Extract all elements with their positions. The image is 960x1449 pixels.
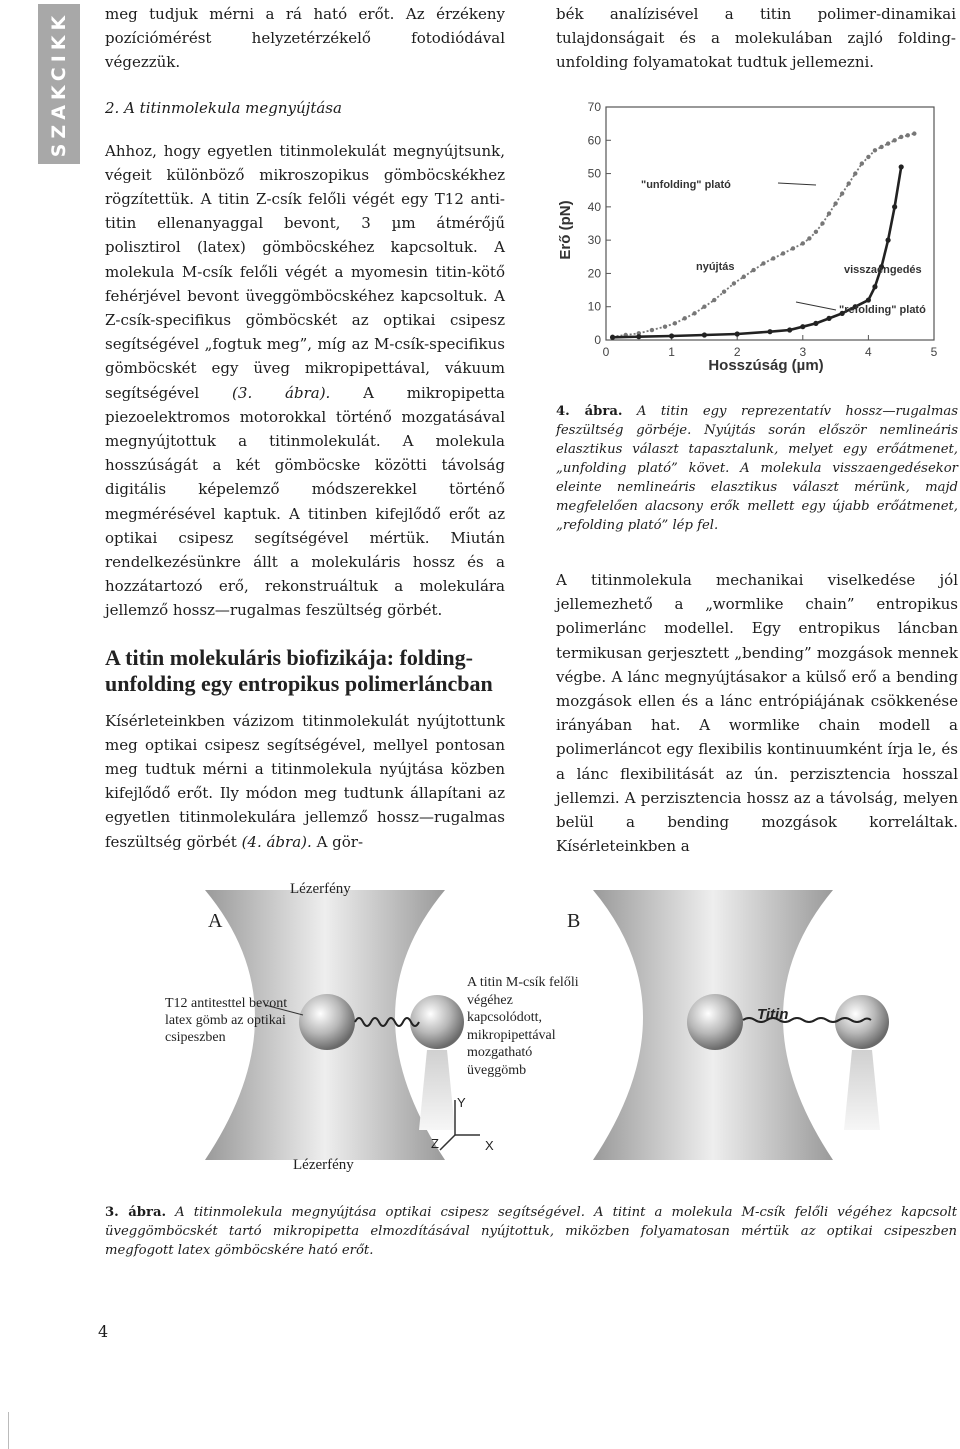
series-segment xyxy=(704,334,737,335)
main-heading: A titin molekuláris biofizikája: folding-unfolding egy entropikus polimerláncban xyxy=(105,644,493,696)
data-point xyxy=(807,236,811,240)
glass-sphere-label: A titin M-csík felőli végéhez kapcsolódott, mikropipettával mozgatható üveggömb xyxy=(467,975,579,1078)
x-tick-label: 0 xyxy=(602,345,610,359)
paragraph-2 xyxy=(105,709,505,854)
figure-4-caption xyxy=(556,402,958,535)
axis-z-label: Z xyxy=(431,1136,439,1151)
chart-x-label: Hosszúság (µm) xyxy=(708,357,824,374)
micropipette-a xyxy=(419,1050,455,1130)
chart-annotation: nyújtás xyxy=(696,261,735,273)
figure-3-caption xyxy=(105,1203,957,1260)
optical-tweezers-diagram xyxy=(105,870,960,1180)
latex-sphere-a xyxy=(299,994,355,1050)
data-point xyxy=(860,161,864,165)
intro-paragraph: meg tudjuk mérni a rá ható erőt. Az érzékeny pozíciómérést helyzetérzékelő fotodiódával végezzük. xyxy=(105,5,505,72)
paragraph-1 xyxy=(105,139,505,623)
t12-sphere-label: T12 antitesttel bevont latex gömb az optikai csipeszben xyxy=(165,996,288,1045)
right-column-lower xyxy=(556,568,958,858)
label-b: B xyxy=(567,910,581,932)
y-tick-label: 20 xyxy=(587,266,601,281)
y-tick-label: 50 xyxy=(587,166,601,181)
figure-4-reference: (4. ábra). xyxy=(241,832,312,851)
series-segment xyxy=(639,336,672,337)
series-segment xyxy=(882,240,889,267)
unfolding-pointer xyxy=(778,183,816,185)
y-tick-label: 70 xyxy=(587,100,601,114)
label-a: A xyxy=(208,910,223,932)
y-tick-label: 40 xyxy=(587,199,601,214)
figure-4-caption-text: A titin egy reprezentatív hossz—rugalmas feszültség görbéje. Nyújtás során először nemlineáris elasztikus választ tapasztalunk, melyet egy erőátmenet, „unfolding plató” követ. A molekula visszaengedésekor eleinte nemlineáris elasztikus választ mérünk, majd megfelelően alacsony erők mellett egy újabb erőátmenet, „refolding plató” lép fel. xyxy=(556,404,958,533)
data-point xyxy=(801,241,805,245)
paragraph-1-rest: A mikropipetta piezoelektromos motorokkal történő mozgatásával megnyújtottuk a titinmolekulát. A molekula hosszúságát a két gömböcske közötti távolság digitális képelemző módszerekkel történő megmérésével kaptuk. A titinben kifejlődő erőt az optikai csipesz segítségével mértük. Miután rendelkezésünkre állt a molekuláris hossz és a hozzátartozó erő, rekonstruáltuk a molekulára jellemző hossz—rugalmas feszültség görbét. xyxy=(105,383,505,620)
series-segment xyxy=(672,335,705,336)
y-tick-label: 10 xyxy=(587,299,601,314)
y-tick-label: 30 xyxy=(587,233,601,248)
paragraph-2-text: Kísérleteinkben vázizom titinmolekulát nyújtottunk meg optikai csipesz segítségével, mellyel pontosan meg tudtuk mérni a titinmolekula nyújtása közben kifejlődő erőt. Ily módon meg tudtunk állapítani az egyetlen titinmolekulára jellemző hossz—rugalmas feszültség görbét xyxy=(105,711,505,851)
chart-annotation: "unfolding" plató xyxy=(641,179,731,191)
section-tab-label: SZAKCIKK xyxy=(48,10,70,158)
micropipette-b xyxy=(844,1050,880,1130)
chart-tick-labels xyxy=(588,100,938,359)
x-tick-label: 1 xyxy=(668,345,675,359)
data-point xyxy=(814,230,818,234)
series-segment xyxy=(888,207,895,240)
force-extension-chart xyxy=(556,95,956,395)
x-tick-label: 4 xyxy=(865,345,872,359)
section-tab xyxy=(38,4,80,164)
continuation-paragraph: bék analízisével a titin polimer-dinamikai tulajdonságait és a molekulában zajló folding-unfolding folyamatokat tudtuk jellemezni. xyxy=(556,5,956,72)
axis-z-line xyxy=(440,1135,455,1150)
figure-3-caption-label: 3. ábra. xyxy=(105,1205,167,1220)
refolding-pointer xyxy=(796,302,836,310)
margin-line xyxy=(8,1412,9,1449)
laser-bottom-label: Lézerfény xyxy=(293,1157,354,1173)
left-column xyxy=(105,2,505,854)
series-segment xyxy=(737,332,770,334)
latex-sphere-b xyxy=(687,994,743,1050)
figure-3-caption-text: A titinmolekula megnyújtása optikai csipesz segítségével. A titint a molekula M-csík felőli végéhez kapcsolt üveggömböcskét tartó mikropipetta elmozdításával nyújtottuk, miközben folyamatosan mértük az optikai csipeszben megfogott latex gömböcskére ható erőt. xyxy=(105,1205,957,1258)
chart-annotation: visszaengedés xyxy=(844,264,922,276)
data-point xyxy=(712,298,716,302)
series-segment xyxy=(895,167,902,207)
laser-top-label: Lézerfény xyxy=(290,881,351,897)
data-point xyxy=(912,131,916,135)
x-tick-label: 3 xyxy=(799,345,807,359)
paragraph-3: A titinmolekula mechanikai viselkedése jól jellemezhető a „wormlike chain” entropikus polimerlánc modellel. Egy entropikus láncban termikusan gerjesztett „bending” mozgások mennek végbe. A lánc megnyújtásakor a külső erő a bending mozgások ellen és a lánc entrópiájának csökkenése irányában hat. A wormlike chain modell a polimerláncot egy flexibilis kontinuumként írja le, és a lánc flexibilitását az ún. perzisztencia hosszal jellemzi. A perzisztencia hossz az a távolság, melyen belül a bending mozgások korreláltak. Kísérleteinkben a xyxy=(556,571,958,856)
data-point xyxy=(866,155,870,159)
glass-sphere-b xyxy=(835,995,889,1049)
chart-annotations xyxy=(641,179,926,316)
right-column xyxy=(556,2,956,75)
x-tick-label: 2 xyxy=(733,345,741,359)
series-segment xyxy=(613,337,639,338)
chart-y-label: Erő (pN) xyxy=(557,200,574,260)
section-heading: 2. A titinmolekula megnyújtása xyxy=(105,98,342,117)
data-point xyxy=(899,164,904,169)
chart-annotation: "refolding" plató xyxy=(839,304,926,316)
titin-label: Titin xyxy=(757,1006,789,1023)
y-tick-label: 60 xyxy=(587,133,601,148)
series-segment xyxy=(770,330,790,332)
y-tick-label: 0 xyxy=(594,333,601,347)
page-number: 4 xyxy=(98,1322,109,1341)
x-tick-label: 5 xyxy=(930,345,938,359)
axis-x-label: X xyxy=(485,1138,494,1153)
paragraph-1-text: Ahhoz, hogy egyetlen titinmolekulát megnyújtsunk, végeit különböző mikroszopikus gömböcskékhez rögzítettük. A titin Z-csík felőli végét egy T12 anti-titin ellenanyaggal bevont, 3 µm átmérőjű polisztirol (latex) gömböcskéhez kapcsoltuk. A molekula M-csík felőli végét a myomesin titin-kötő fehérjével bevont üveggömböcskéhez kapcsoltuk. A Z-csík-specifikus gömböcskét az optikai csipesz segítségével „fogtuk meg”, míg az M-csík-specifikus gömböcskét egy üveg mikropipettával, vákuum segítségével xyxy=(105,141,505,402)
figure-3-reference: (3. ábra). xyxy=(232,383,331,402)
axis-y-label: Y xyxy=(457,1095,466,1110)
figure-4-caption-label: 4. ábra. xyxy=(556,404,623,419)
paragraph-2-rest: A gör- xyxy=(316,832,364,851)
